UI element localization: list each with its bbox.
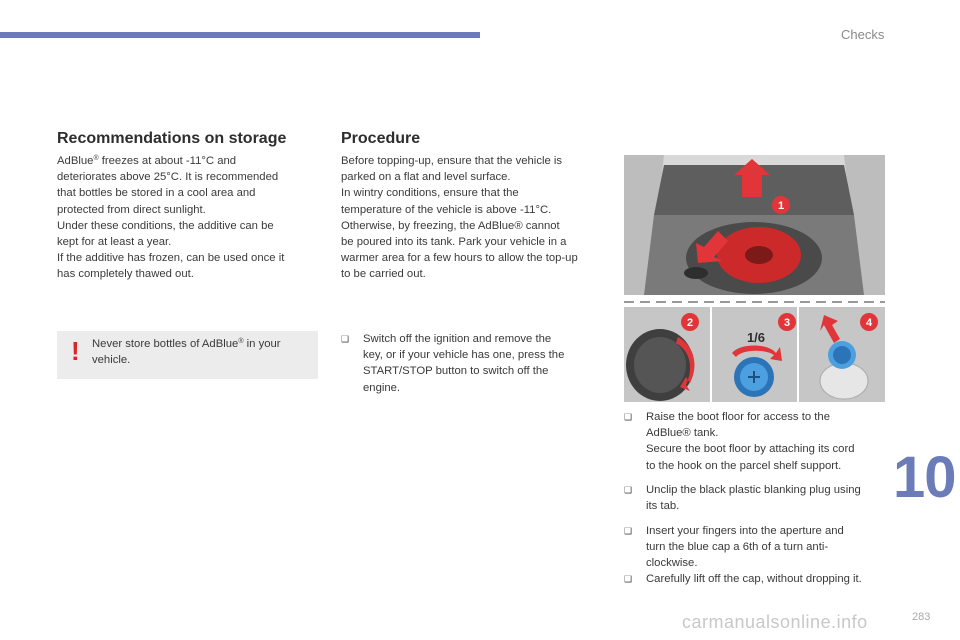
warning-note (57, 331, 318, 379)
storage-heading: Recommendations on storage (57, 130, 287, 147)
header-accent-bar (0, 32, 480, 38)
procedure-text: Before topping-up, ensure that the vehicle is parked on a flat and level surface. In wintry conditions, ensure that the temperature of the vehicle is above -11°C. Otherwise, by freezing, the AdBlue® cannot be poured into its tank. Park your vehicle in a warmer area for a few hours to allow the top-up to be carried out. (341, 155, 578, 281)
warning-text: Never store bottles of AdBlue® in your vehicle. (92, 338, 281, 367)
step-4-label: 4 (865, 317, 873, 329)
step-1-label: 1 (777, 200, 785, 212)
checkbox-icon: ❑ (624, 485, 633, 495)
storage-text: AdBlue® freezes at about -11°C and deteriorates above 25°C. It is recommended that bottles be stored in a cool area and protected from direct sunlight. Under these conditions, the additive can be kept for at least a year. If the additive has frozen, can be used once it has completely thawed out. (57, 155, 285, 281)
adblue-access-illustration (624, 155, 885, 402)
step-2-label: 2 (686, 317, 694, 329)
section-label: Checks (841, 27, 885, 42)
procedure-heading: Procedure (341, 130, 421, 147)
checkbox-icon: ❑ (624, 574, 633, 584)
page-number: 283 (912, 611, 931, 623)
fraction-label: 1/6 (746, 330, 766, 345)
chapter-number: 10 (893, 445, 956, 510)
checkbox-icon: ❑ (341, 334, 350, 344)
warning-icon: ! (71, 336, 80, 366)
checkbox-icon: ❑ (624, 526, 633, 536)
watermark: carmanualsonline.info (682, 612, 868, 632)
checkbox-icon: ❑ (624, 412, 633, 422)
step-3-label: 3 (783, 317, 791, 329)
